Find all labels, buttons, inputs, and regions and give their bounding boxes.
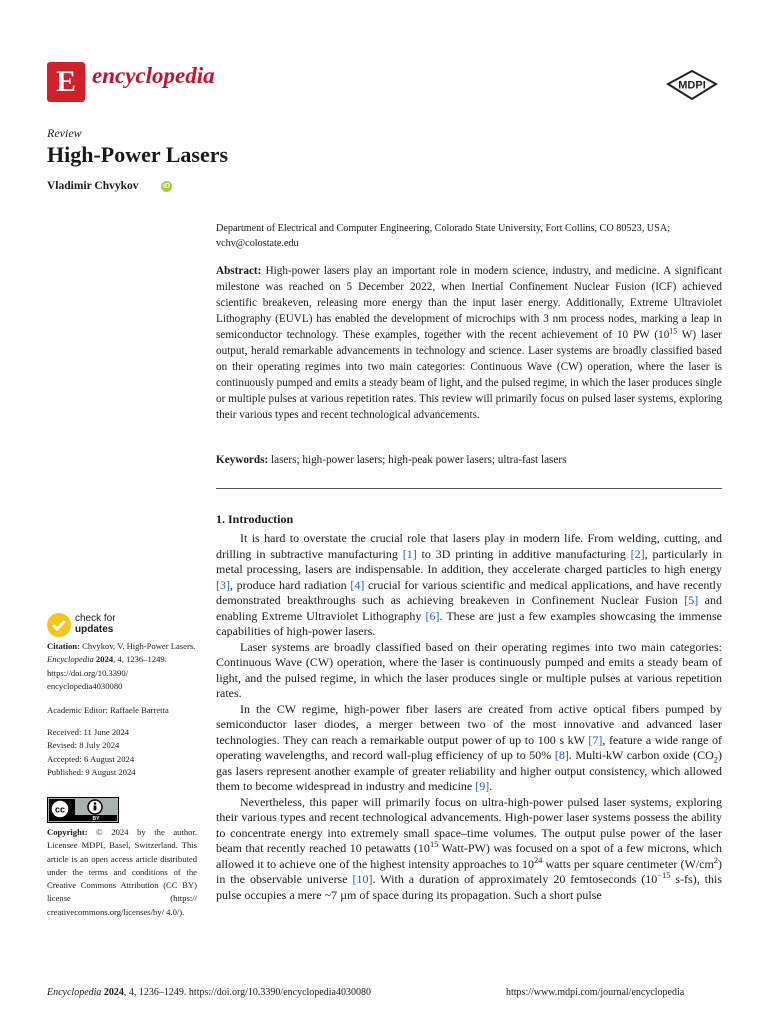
ref-link[interactable]: [5]: [684, 593, 699, 607]
ref-link[interactable]: [1]: [402, 546, 417, 561]
author-name[interactable]: Vladimir Chvykov: [47, 180, 139, 192]
logo-letter: E: [55, 65, 76, 98]
paragraph-3: In the CW regime, high-power fiber lasers are created from active optical fibers pumped by semiconductor laser diodes, a merger between two of the most innovative and advanced laser technologies. They can reach a remarkable output power of up to 100 s kW [7], feature a wide range of operating wavelengths, and record wall-plug efficiency of up to 50% [8]. Multi-kW carbon oxide $(CO_2)$ gas lasers represent another example of greater reliability and higher output consistency, which allowed them to become widespread in industry and medicine [9].: [216, 701, 722, 793]
abstract-text-cont: W) laser output, herald remarkable advancements in technology and science. Laser systems are broadly classified based on their operating regimes into two main categories: Continuous Wave (CW) operation, where the laser is continuously pumped and emits a steady beam of light, and the pulsed regime, in which the laser produces single or multiple pulses at various repetition rates. This review will primarily focus on pulsed laser systems, exploring their various types and recent technological advancements.: [216, 329, 722, 421]
received-date: Received: 11 June 2024: [47, 727, 130, 737]
abstract-text: High-power lasers play an important role in modern science, industry, and medicine. A significant milestone was reached on 5 December 2022, when Inertial Confinement Nuclear Fusion (ICF) achieved scientific breakeven, releasing more energy than the input laser energy. Additionally, Extreme Ultraviolet Lithography (EUVL) has enabled the development of microchips with 3 nm process nodes, marking a leap in semiconductor technology. These examples, together with the recent achievement of 10 PW (10: [216, 265, 722, 341]
citation-label: Citation:: [47, 641, 80, 651]
journal-brand: encyclopedia: [92, 63, 215, 88]
academic-editor: Academic Editor: Raffaele Barretta: [47, 705, 169, 715]
accepted-date: Accepted: 6 August 2024: [47, 753, 135, 764]
paragraph-2: Laser systems are broadly classified based on their operating regimes into two main categories: Continuous Wave (CW) operation, where the laser is continuously pumped and emits a steady beam of light, and the pulsed regime, in which the laser produces single or multiple pulses at various repetition rates.: [216, 639, 722, 700]
ref-link[interactable]: [4]: [350, 577, 365, 592]
published-date: Published: 9 August 2024: [47, 766, 136, 777]
check-for-updates-icon[interactable]: [47, 613, 71, 637]
mdpi-logo-text: MDPI: [678, 79, 706, 92]
dates: [47, 726, 197, 779]
ref-link[interactable]: [6]: [425, 608, 440, 623]
divider: [216, 488, 722, 489]
article-type: Review: [47, 126, 82, 140]
ref-link[interactable]: [10]: [352, 872, 373, 886]
ref-link[interactable]: [9]: [475, 779, 490, 793]
body-text: [216, 531, 722, 903]
check-for-updates[interactable]: [75, 613, 116, 635]
ref-link[interactable]: [7]: [588, 732, 603, 747]
paragraph-1: It is hard to overstate the crucial role that lasers play in modern life. From welding, cutting, and drilling in subtractive manufacturing [1] to 3D printing in additive manufacturing [2], particularly in metal processing, lasers are indispensable. In addition, they accelerate charged particles to high energy [3], produce hard radiation [4] crucial for various scientific and medical applications, and have recently demonstrated breakthroughs such as achieving breakeven in Confinement Nuclear Fusion [5] and enabling Extreme Ultraviolet Lithography [6]. These are just a few examples showcasing the immense capabilities of high-power lasers.: [216, 531, 723, 638]
ref-link[interactable]: [2]: [630, 546, 645, 561]
footer-citation: Encyclopedia 2024, 4, 1236–1249. https://doi.org/10.3390/encyclopedia4030080: [47, 987, 371, 998]
affiliation: [216, 221, 722, 251]
orcid-icon[interactable]: iD: [163, 183, 170, 190]
affiliation-text: Department of Electrical and Computer Engineering, Colorado State University, Fort Collins, CO 80523, USA;: [216, 223, 671, 234]
keywords-text: lasers; high-power lasers; high-peak power lasers; ultra-fast lasers: [268, 454, 567, 466]
footer-journal-url[interactable]: https://www.mdpi.com/journal/encyclopedia: [506, 987, 685, 998]
keywords-label: Keywords:: [216, 454, 269, 466]
updates-text: updates: [75, 624, 114, 635]
paragraph-4: Nevertheless, this paper will primarily focus on ultra-high-power pulsed laser systems, exploring their various types and recent technological advancements. High-power laser systems possess the ability to concentrate energy into extremely small space–time volumes. The output pulse power of the laser beam that recently reached 10 petawatts ($10^{15}$ Watt-PW) was focused on a spot of a few microns, which allowed it to achieve one of the highest intensity approaches to $10^{24}$ watts per square centimeter $(W/cm^2)$ in the observable universe [10]. With a duration of approximately 20 femtoseconds ($10^{-15}$ s-fs), this pulse occupies a mere ~7 µm of space during its propagation. Such a short pulse: [216, 794, 723, 902]
check-for-text: check for: [75, 613, 116, 624]
abstract: Abstract: High-power lasers play an important role in modern science, industry, and medicine. A significant milestone was reached on 5 December 2022, when Inertial Confinement Nuclear Fusion (ICF) achieved scientific breakeven, releasing more energy than the input laser energy. Additionally, Extreme Ultraviolet Lithography (EUVL) has enabled the development of microchips with 3 nm process nodes, marking a leap in semiconductor technology. These examples, together with the recent achievement of 10 PW ($10^{15}$ W) laser output, herald remarkable advancements in technology and science. Laser systems are broadly classified based on their operating regimes into two main categories: Continuous Wave (CW) operation, where the laser is continuously pumped and emits a steady beam of light, and the pulsed regime, in which the laser produces single or multiple pulses at various repetition rates. This review will primarily focus on pulsed laser systems, exploring their various types and recent technological advancements.: [216, 265, 722, 421]
section-title: 1. Introduction: [216, 512, 294, 526]
revised-date: Revised: 8 July 2024: [47, 740, 120, 751]
copyright: Copyright: © 2024 by the author. Licensee MDPI, Basel, Switzerland. This article is an open access article distributed under the terms and conditions of the Creative Commons Attribution (CC BY) license (https:// creativecommons.org/licenses/by/ 4.0/).: [47, 827, 197, 917]
abstract-label: Abstract:: [216, 265, 262, 277]
ref-link[interactable]: [8]: [554, 748, 569, 762]
page-title: High-Power Lasers: [47, 142, 229, 167]
svg-text:cc: cc: [54, 804, 66, 815]
ref-link[interactable]: [3]: [216, 577, 230, 592]
author-email[interactable]: vchv@colostate.edu: [216, 238, 299, 249]
journal-logo: [47, 62, 85, 102]
keywords: [216, 452, 722, 468]
citation: Citation: Chvykov, V. High-Power Lasers. Encyclopedia 2024, 4, 1236–1249. https://doi.org/10.3390/ encyclopedia4030080: [47, 641, 196, 691]
mdpi-logo-icon: [666, 70, 718, 100]
cc-by-license-icon[interactable]: [47, 797, 119, 823]
svg-text:BY: BY: [92, 816, 100, 822]
copyright-label: Copyright:: [47, 827, 88, 837]
